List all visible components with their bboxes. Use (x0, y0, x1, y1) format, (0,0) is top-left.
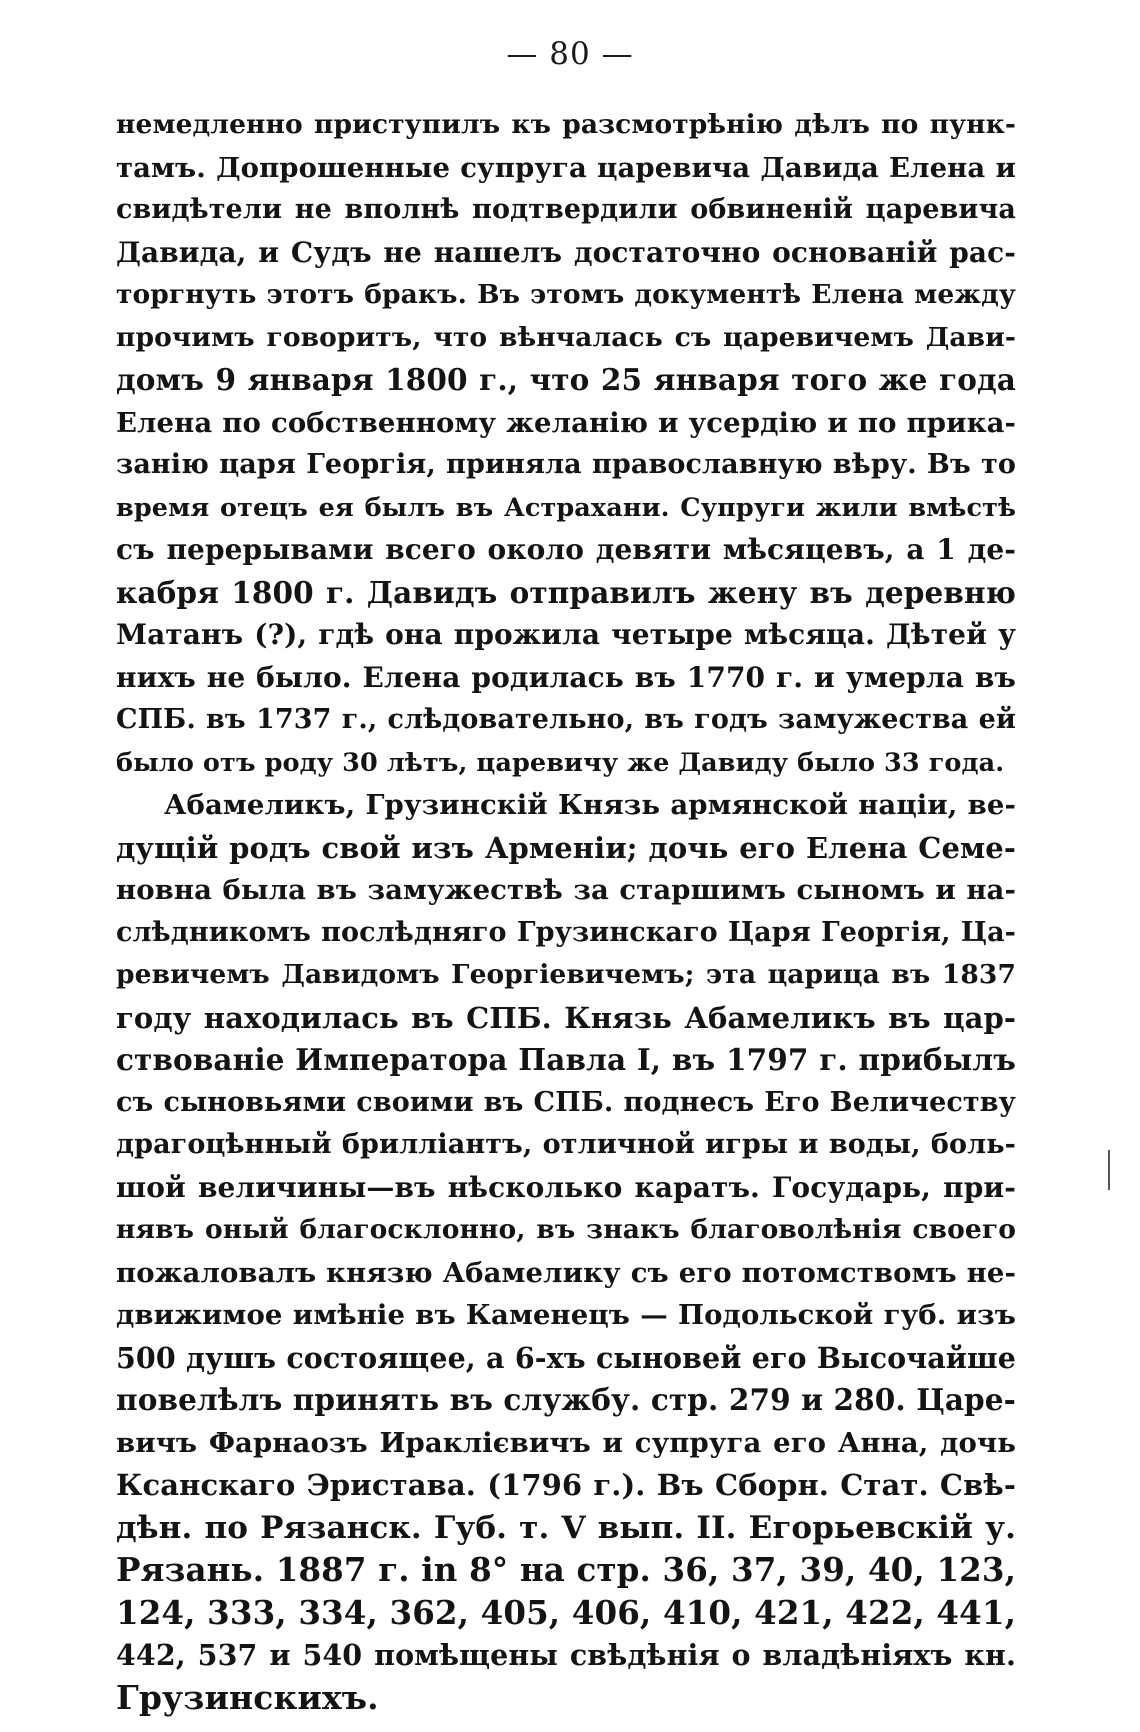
text-line: Елена по собственному желанію и усердію и по прика- (116, 406, 1016, 439)
text-line: Ксанскаго Эристава. (1796 г.). Въ Сборн. Стат. Свѣ- (116, 1468, 1016, 1502)
text-line: дущій родъ свой изъ Арменіи; дочь его Елена Семе- (116, 830, 1016, 865)
margin-mark (1108, 1150, 1110, 1190)
text-line: немедленно приступилъ къ разсмотрѣнію дѣлъ по пунк- (116, 109, 1016, 140)
text-line: свидѣтели не вполнѣ подтвердили обвиненій царевича (116, 194, 1016, 225)
text-line: кабря 1800 г. Давидъ отправилъ жену въ деревню (116, 574, 1016, 610)
text-line: съ сыновьями своими въ СПБ. поднесъ Его Величеству (116, 1086, 1016, 1118)
text-line: тамъ. Допрошенные супруга царевича Давида Елена и (116, 151, 1016, 184)
text-line: вичъ Фарнаозъ Ираклієвичъ и супруга его Анна, дочь (116, 1426, 1016, 1459)
text-line: Давида, и Судъ не нашелъ достаточно основаній рас- (116, 235, 1016, 269)
text-line: Абамеликъ, Грузинскій Князь армянской націи, ве- (164, 789, 1016, 821)
text-line: 500 душъ состоящее, а 6-хъ сыновей его Высочайше (116, 1340, 1016, 1375)
text-line: нявъ оный благосклонно, въ знакъ благоволѣнія своего (116, 1214, 1016, 1245)
text-line: году находилась въ СПБ. Князь Абамеликъ въ цар- (116, 1000, 1016, 1035)
text-line: время отецъ ея былъ въ Астрахани. Супруги жили вмѣстѣ (116, 492, 1016, 523)
paragraph-1 (116, 104, 1016, 784)
text-line: торгнуть этотъ бракъ. Въ этомъ документѣ Елена между (116, 279, 1016, 310)
text-line: слѣдникомъ послѣдняго Грузинскаго Царя Георгія, Ца- (116, 916, 1016, 948)
text-line: пожаловалъ князю Абамелику съ его потомствомъ не- (116, 1256, 1016, 1289)
text-line: драгоцѣнный брилліантъ, отличной игры и воды, боль- (116, 1129, 1016, 1160)
text-line: движимое имѣніе въ Каменецъ — Подольской губ. изъ (116, 1299, 1016, 1331)
text-line: ствованіе Императора Павла I, въ 1797 г. прибылъ (116, 1042, 1016, 1077)
text-line: домъ 9 января 1800 г., что 25 января того же года (116, 362, 1016, 397)
text-line: съ перерывами всего около девяти мѣсяцевъ, а 1 де- (116, 533, 1016, 566)
text-line: прочимъ говоритъ, что вѣнчалась съ царевичемъ Дави- (116, 321, 1016, 353)
text-line: шой величины—въ нѣсколько каратъ. Государь, при- (116, 1170, 1016, 1204)
text-line: Грузинскихъ. (116, 1677, 379, 1717)
body-text (116, 104, 1016, 1719)
text-line: занію царя Георгія, приняла православную вѣру. Въ то (116, 449, 1016, 480)
text-line: было отъ роду 30 лѣтъ, царевичу же Давиду было 33 года. (116, 747, 1005, 778)
page-number: — 80 — (506, 36, 634, 72)
text-line: нихъ не было. Елена родилась въ 1770 г. и умерла въ (116, 660, 1016, 694)
text-line: ревичемъ Давидомъ Георгіевичемъ; эта царица въ 1837 (116, 959, 1016, 990)
text-line: СПБ. въ 1737 г., слѣдовательно, въ годъ замужества ей (116, 704, 1016, 735)
text-line: новна была въ замужествѣ за старшимъ сыномъ и на- (116, 874, 1016, 906)
text-line: Матанъ (?), гдѣ она прожила четыре мѣсяца. Дѣтей у (116, 618, 1016, 651)
text-line: Рязань. 1887 г. in 8° на стр. 36, 37, 39, 40, 123, (116, 1550, 1016, 1589)
text-line: 442, 537 и 540 помѣщены свѣдѣнія о владѣніяхъ кн. (116, 1638, 1016, 1672)
text-line: дѣн. по Рязанск. Губ. т. V вып. II. Егорьевскій у. (116, 1509, 1016, 1546)
paragraph-2 (116, 784, 1016, 1719)
text-line: повелѣлъ принять въ службу. стр. 279 и 280. Царе- (116, 1382, 1016, 1417)
text-line: 124, 333, 334, 362, 405, 406, 410, 421, 422, 441, (116, 1592, 1016, 1632)
